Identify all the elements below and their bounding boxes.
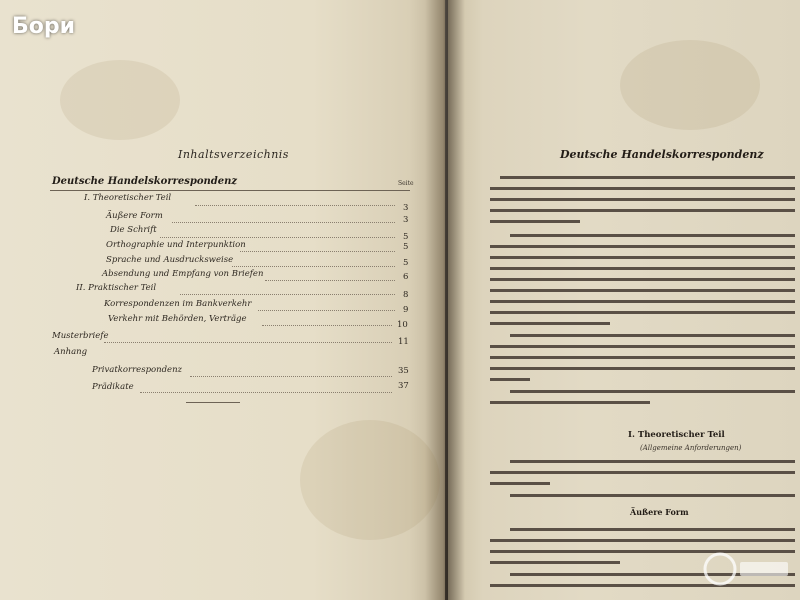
toc-entry: Äußere Form <box>106 211 163 221</box>
toc-title: Inhaltsverzeichnis <box>178 148 289 161</box>
toc-dots <box>195 205 395 206</box>
toc-page: 5 <box>403 258 409 268</box>
toc-page: 8 <box>403 290 409 300</box>
watermark-logo-icon <box>700 544 792 594</box>
toc-page: 11 <box>398 337 409 347</box>
toc-page: 6 <box>403 272 409 282</box>
toc-page: 10 <box>397 320 408 330</box>
toc-dots <box>190 376 392 377</box>
end-rule <box>186 402 240 403</box>
toc-entry: I. Theoretischer Teil <box>84 193 172 203</box>
page-stain <box>60 60 180 140</box>
toc-dots <box>172 222 395 223</box>
toc-section-heading: Deutsche Handelskorrespondenz <box>52 176 238 187</box>
toc-dots <box>232 266 395 267</box>
right-page-title: Deutsche Handelskorrespondenz <box>560 148 764 161</box>
toc-dots <box>265 280 395 281</box>
toc-entry: Prädikate <box>92 382 134 392</box>
toc-rule <box>50 190 410 191</box>
toc-page: 37 <box>398 381 409 391</box>
toc-entry: Die Schrift <box>110 225 157 235</box>
right-section-heading: I. Theoretischer Teil <box>628 430 725 440</box>
watermark-logo: Бори <box>12 14 76 39</box>
toc-page: 35 <box>398 366 409 376</box>
toc-dots <box>262 325 392 326</box>
book-gutter <box>425 0 465 600</box>
toc-dots <box>160 237 395 238</box>
toc-entry: Anhang <box>54 347 88 357</box>
toc-page: 5 <box>403 242 409 252</box>
toc-page: 3 <box>403 215 409 225</box>
right-subsection-heading: Äußere Form <box>630 507 689 517</box>
toc-entry: Sprache und Ausdrucksweise <box>106 255 234 265</box>
toc-dots <box>104 342 392 343</box>
toc-dots <box>140 392 392 393</box>
toc-seite-label: Seite <box>398 180 414 187</box>
toc-entry: Korrespondenzen im Bankverkehr <box>104 299 252 309</box>
toc-entry: Absendung und Empfang von Briefen <box>102 269 264 279</box>
toc-entry: Privatkorrespondenz <box>92 365 183 375</box>
toc-entry: Verkehr mit Behörden, Verträge <box>108 314 247 324</box>
toc-page: 3 <box>403 203 409 213</box>
toc-page: 5 <box>403 232 409 242</box>
toc-page: 9 <box>403 305 409 315</box>
toc-dots <box>258 310 395 311</box>
toc-dots <box>180 294 395 295</box>
toc-entry: Orthographie und Interpunktion <box>106 240 246 250</box>
page-stain <box>620 40 760 130</box>
right-section-sub: (Allgemeine Anforderungen) <box>640 444 742 452</box>
toc-entry: Musterbriefe <box>52 331 109 341</box>
toc-entry: II. Praktischer Teil <box>76 283 157 293</box>
toc-dots <box>240 251 395 252</box>
page-stain <box>300 420 440 540</box>
